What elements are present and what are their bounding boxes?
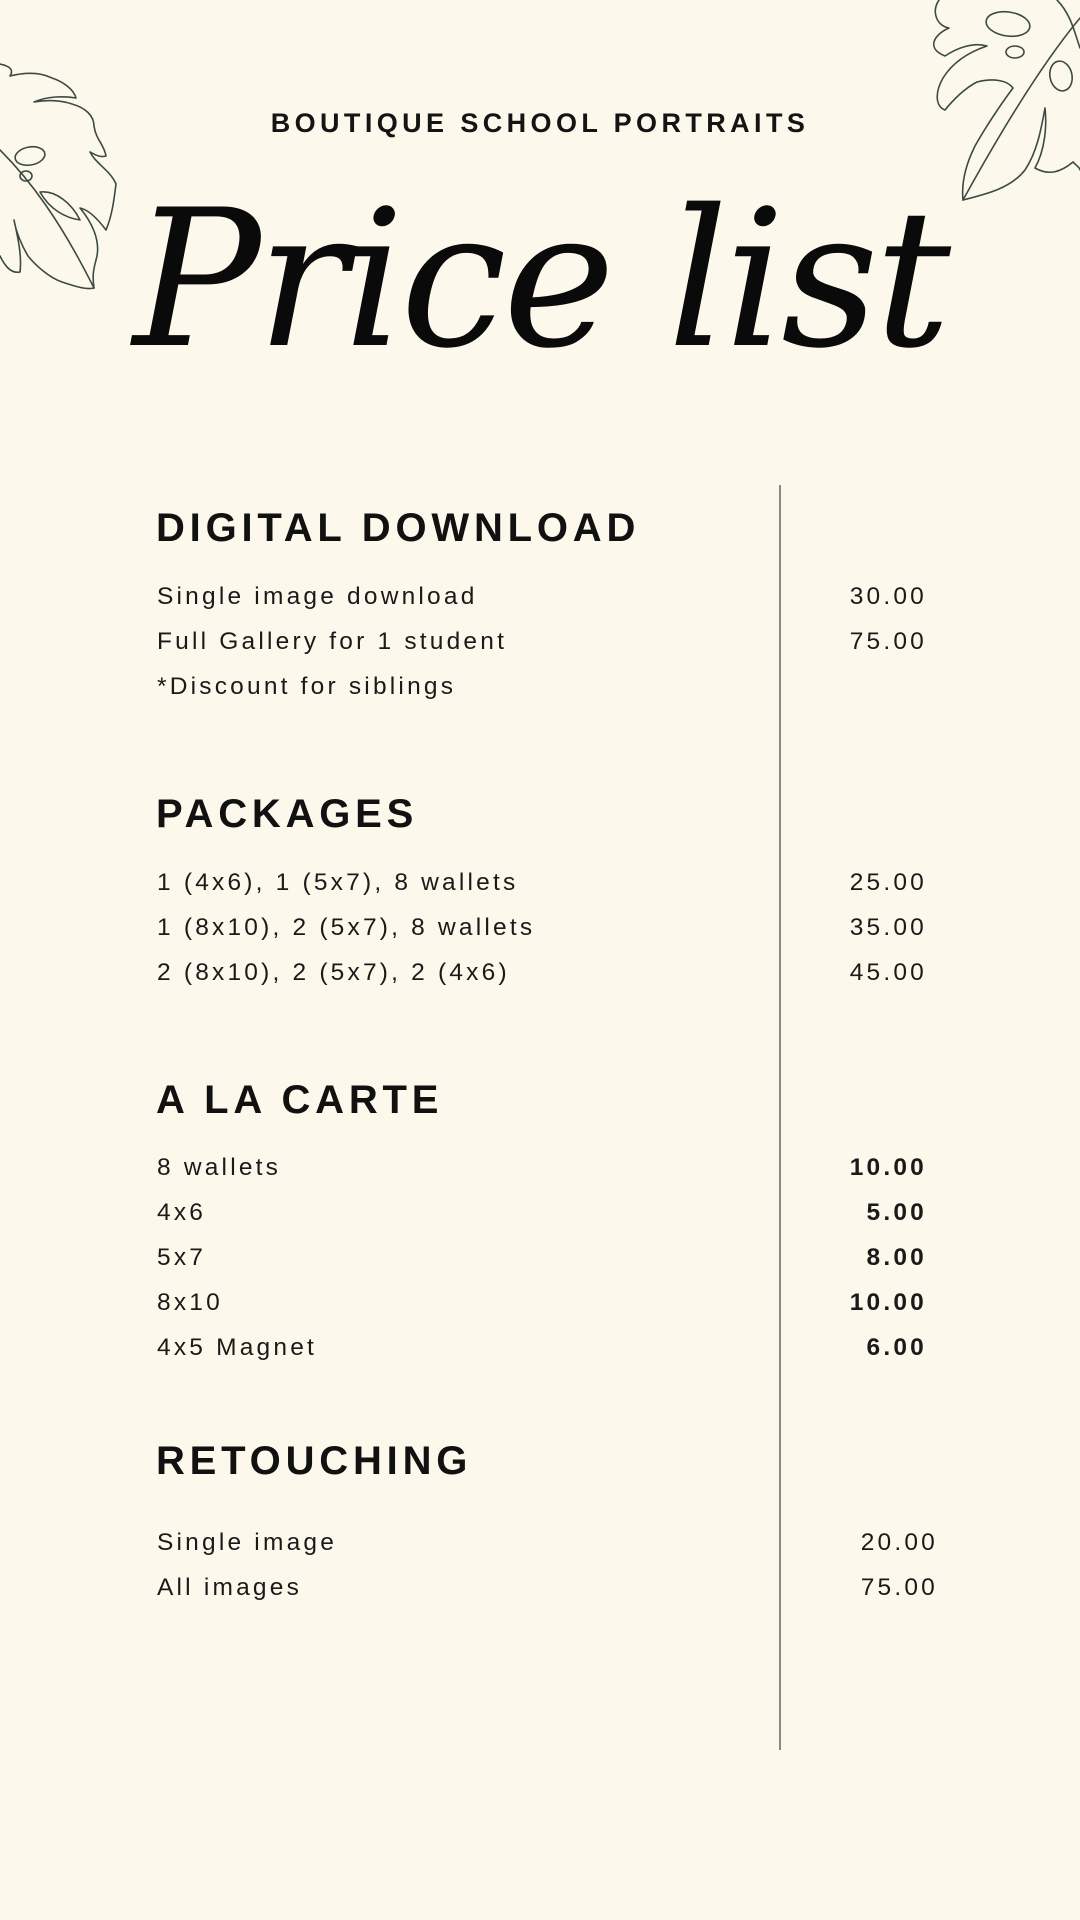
item-price: 5.00 (866, 1199, 927, 1226)
item-label: 1 (8x10), 2 (5x7), 8 wallets (157, 914, 536, 941)
item-price: 20.00 (860, 1529, 938, 1556)
item-price: 6.00 (866, 1334, 927, 1361)
item-price: 75.00 (849, 628, 927, 655)
item-label: 1 (4x6), 1 (5x7), 8 wallets (157, 869, 519, 896)
item-label: All images (157, 1574, 303, 1601)
item-price: 10.00 (849, 1154, 927, 1181)
section-title-packages: PACKAGES (156, 792, 419, 836)
item-price: 75.00 (860, 1574, 938, 1601)
item-price: 30.00 (849, 583, 927, 610)
page-title: Price list (132, 169, 948, 390)
item-price: 10.00 (849, 1289, 927, 1316)
item-label: 8x10 (157, 1289, 223, 1316)
item-label: Single image (157, 1529, 338, 1556)
item-label: 4x5 Magnet (157, 1334, 318, 1361)
item-label: Full Gallery for 1 student (157, 628, 508, 655)
section-title-a-la-carte: A LA CARTE (156, 1078, 444, 1122)
item-label: *Discount for siblings (157, 673, 457, 700)
item-price: 25.00 (849, 869, 927, 896)
item-price: 45.00 (849, 959, 927, 986)
item-label: 8 wallets (157, 1154, 282, 1181)
item-label: 5x7 (157, 1244, 207, 1271)
section-title-digital-download: DIGITAL DOWNLOAD (156, 506, 641, 550)
section-title-retouching: RETOUCHING (156, 1439, 473, 1483)
column-divider (779, 485, 781, 1750)
item-label: 2 (8x10), 2 (5x7), 2 (4x6) (157, 959, 510, 986)
item-price: 35.00 (849, 914, 927, 941)
item-price: 8.00 (866, 1244, 927, 1271)
item-label: 4x6 (157, 1199, 207, 1226)
subtitle: BOUTIQUE SCHOOL PORTRAITS (270, 108, 810, 138)
item-label: Single image download (157, 583, 478, 610)
